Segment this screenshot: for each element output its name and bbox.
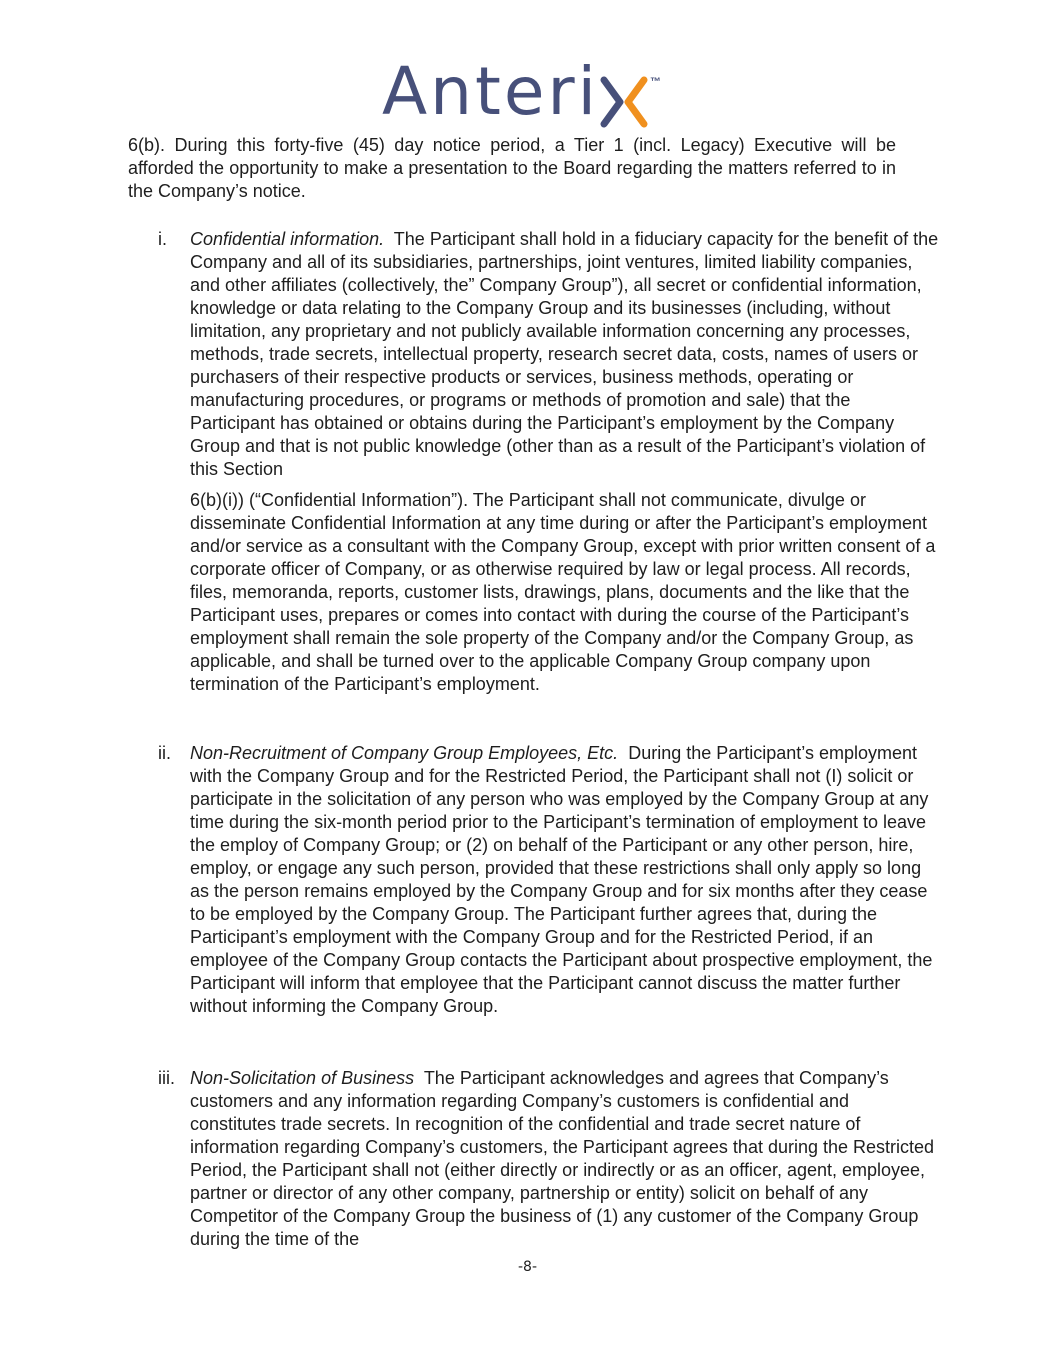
logo-trademark: ™	[649, 76, 661, 88]
logo-x-mark-icon	[600, 76, 648, 128]
item-text: The Participant acknowledges and agrees that Company’s customers and any information regarding Company’s customers is confidential and constitutes trade secrets. In recognition of the confidential and trade secret nature of information regarding Company’s customers, the Participant agrees that during the Restricted Period, the Participant shall not (either directly or indirectly or as an officer, agent, employee, partner or director of any other company, partnership or entity) solicit on behalf of any Competitor of the Company Group the business of (1) any customer of the Company Group during the time of the	[190, 1068, 935, 1249]
item-number-iii: iii.	[158, 1068, 175, 1088]
item-title-non-recruitment: Non-Recruitment of Company Group Employees, Etc.	[190, 743, 619, 763]
item-title-confidential-information: Confidential information.	[190, 229, 385, 249]
page-number: -8-	[517, 1259, 537, 1275]
item-text: The Participant shall hold in a fiduciary capacity for the benefit of the Company and all of its subsidiaries, partnerships, joint ventures, limited liability companies, and other affiliates (collectively, the” Company Group”), all secret or confidential information, knowledge or data relating to the Company Group and its businesses (including, without limitation, any proprietary and not publicly available information concerning any processes, methods, trade secrets, intellectual property, research secret data, costs, names of users or purchasers of their respective products or services, business methods, operating or manufacturing procedures, or programs or methods of promotion and sale) that the Participant has obtained or obtains during the Participant’s employment by the Company Group and that is not public knowledge (other than as a result of the Participant’s violation of this Section	[190, 229, 939, 479]
item-title-non-solicitation: Non-Solicitation of Business	[190, 1068, 415, 1088]
item-paragraph-non-recruitment	[190, 742, 940, 1018]
item-paragraph-confidential-information	[190, 228, 940, 481]
item-number-i: i.	[158, 229, 167, 249]
item-number-ii: ii.	[158, 743, 171, 763]
company-logo	[382, 52, 661, 132]
item-paragraph-confidential-continuation: 6(b)(i)) (“Confidential Information”). The Participant shall not communicate, divulge or disseminate Confidential Information at any time during or after the Participant’s employment and/or service as a consultant with the Company Group, except with prior written consent of a corporate officer of Company, or as otherwise required by law or legal process. All records, files, memoranda, reports, customer lists, drawings, plans, documents and the like that the Participant uses, prepares or comes into contact with during the course of the Participant’s employment shall remain the sole property of the Company and/or the Company Group, as applicable, and shall be turned over to the applicable Company Group company upon termination of the Participant’s employment.	[190, 490, 936, 694]
logo-wordmark: Anteri	[382, 53, 599, 130]
item-paragraph-non-solicitation	[190, 1067, 940, 1251]
intro-paragraph: 6(b). During this forty-five (45) day notice period, a Tier 1 (incl. Legacy) Executive will be afforded the opportunity to make a presentation to the Board regarding the matters referred to in the Company’s notice.	[128, 135, 896, 201]
item-text: During the Participant’s employment with the Company Group and for the Restricted Period, the Participant shall not (I) solicit or participate in the solicitation of any person who was employed by the Company Group at any time during the six-month period prior to the Participant’s termination of employment to leave the employ of Company Group; or (2) on behalf of the Participant or any other person, hire, employ, or engage any such person, provided that these restrictions shall only apply so long as the person remains employed by the Company Group and for six months after they cease to be employed by the Company Group. The Participant further agrees that, during the Participant’s employment with the Company Group and for the Restricted Period, if an employee of the Company Group contacts the Participant about prospective employment, the Participant will inform that employee that the Participant cannot discuss the matter further without informing the Company Group.	[190, 743, 933, 1016]
